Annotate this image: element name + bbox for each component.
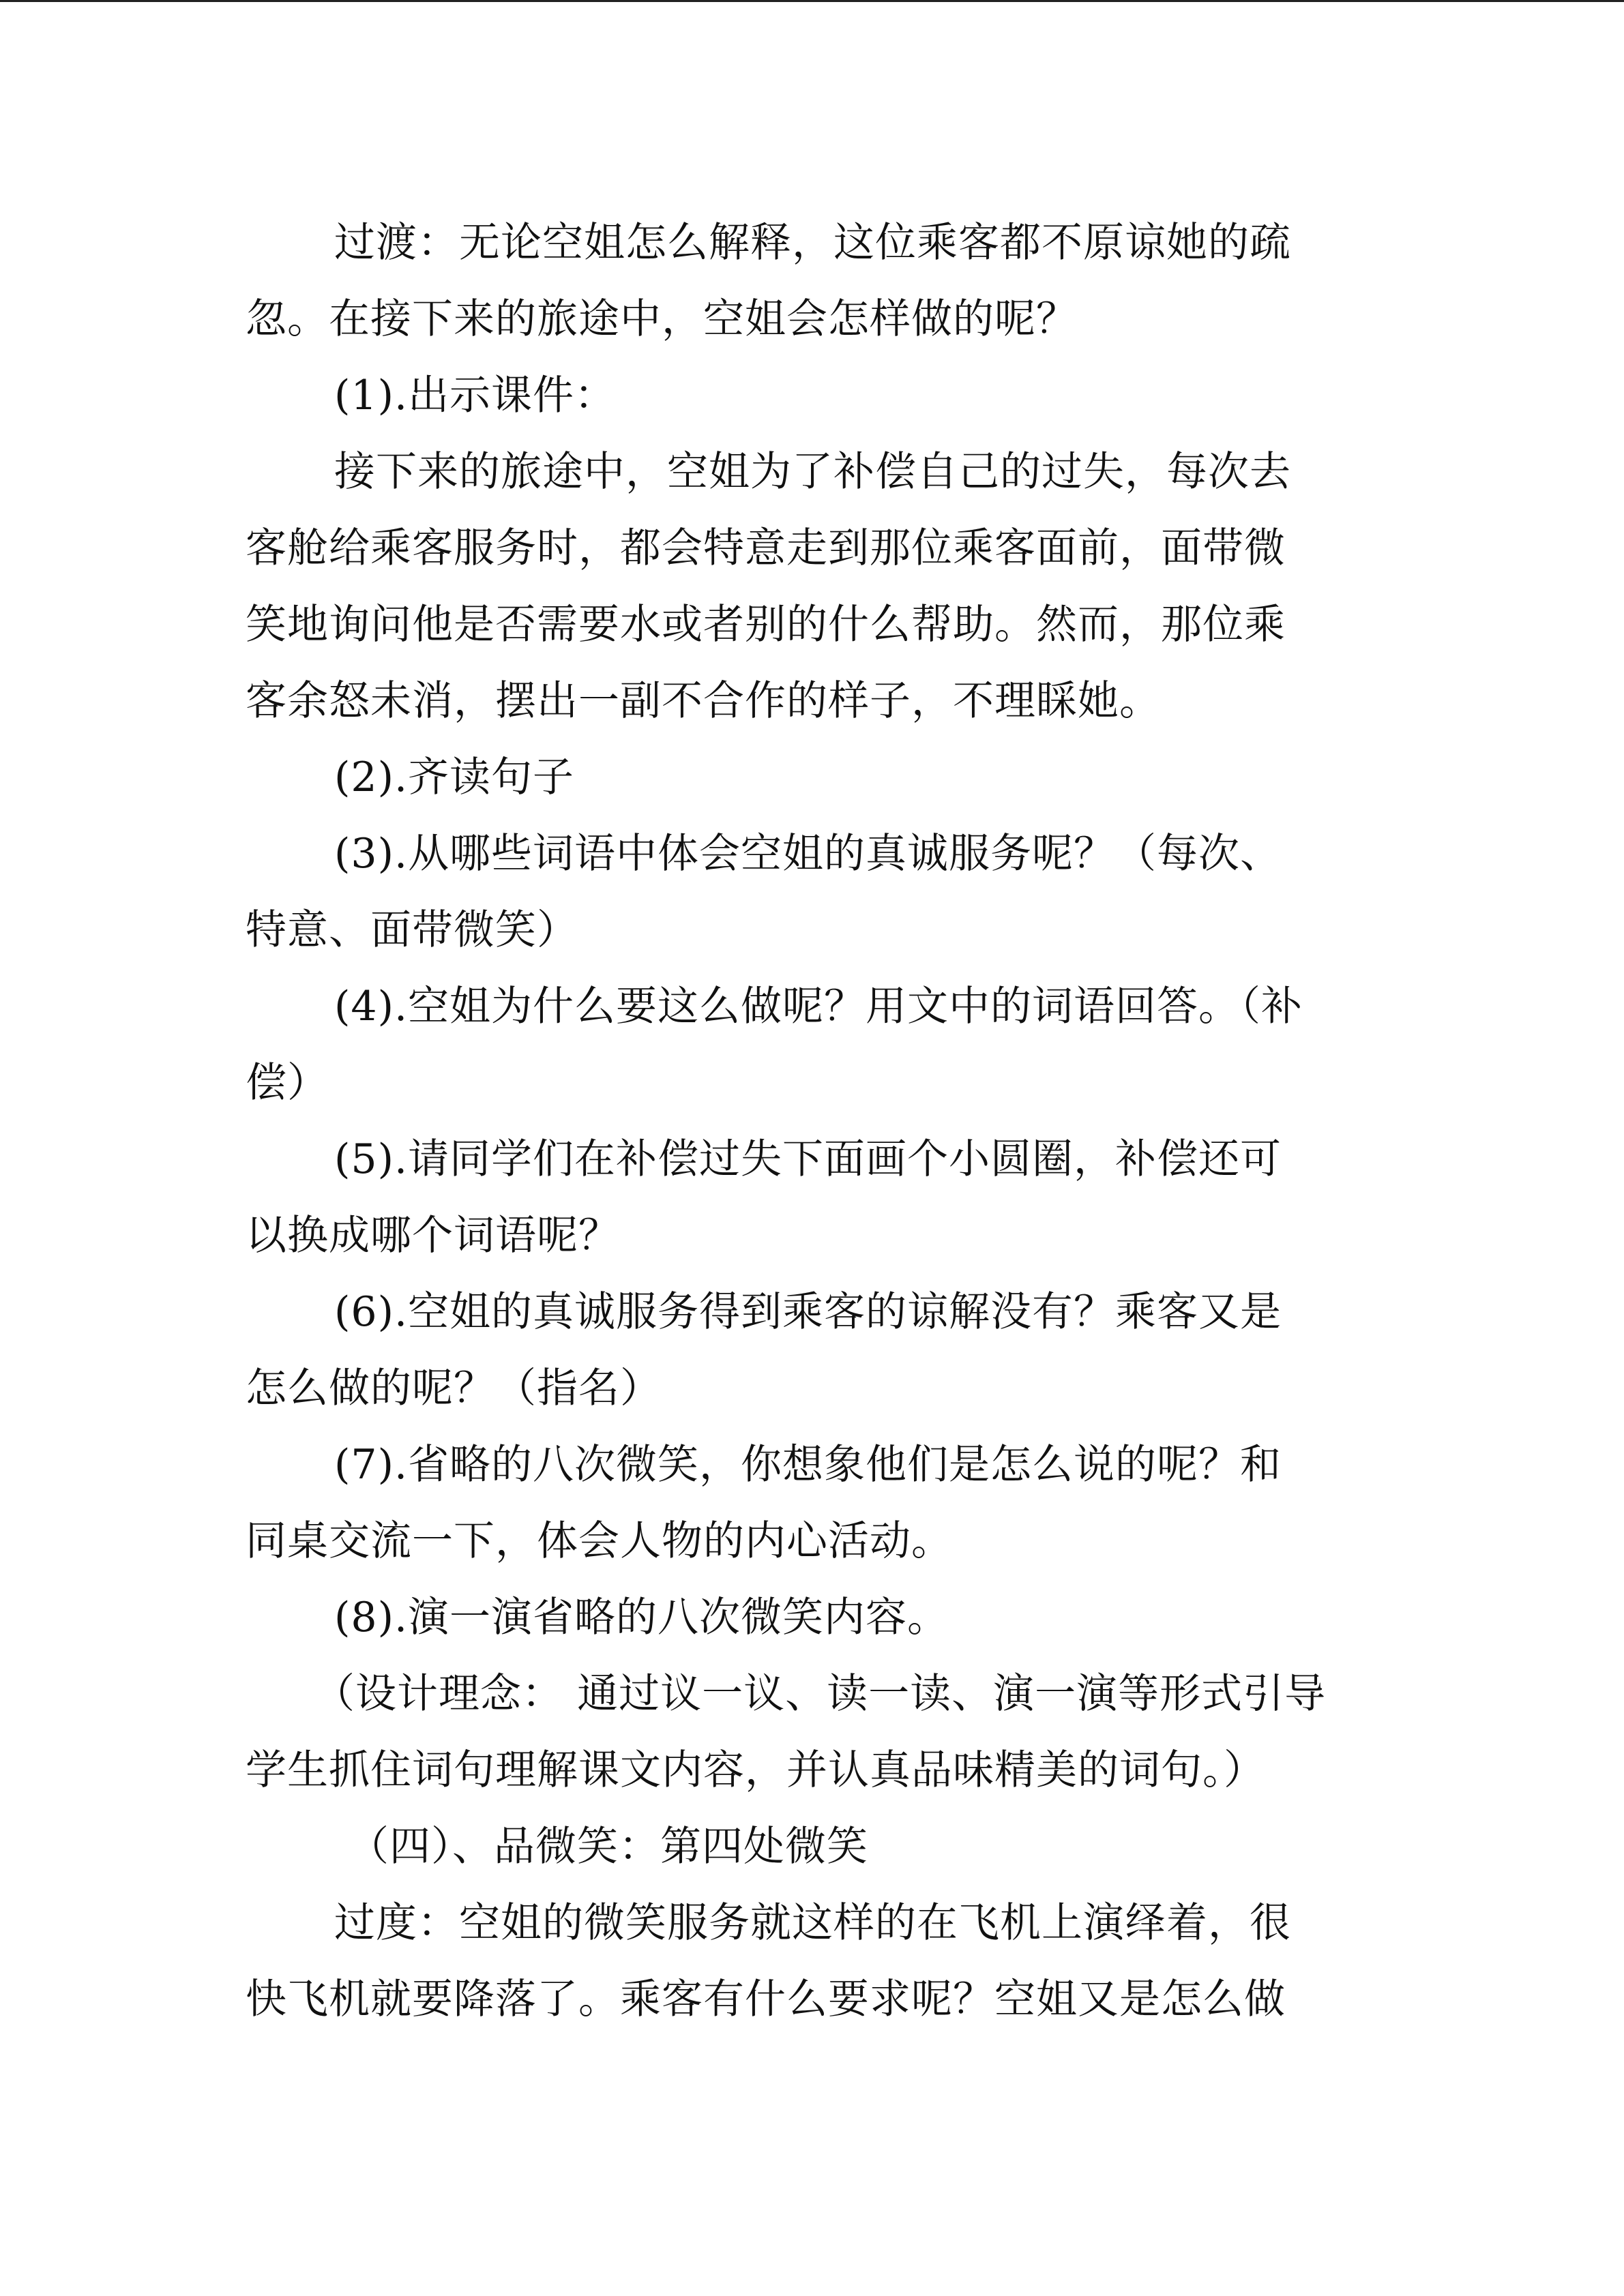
text-line: 特意、面带微笑） [246, 906, 578, 954]
text-line: （设计理念： 通过议一议、读一读、演一演等形式引导 [314, 1670, 1327, 1718]
text-line: 忽。在接下来的旅途中，空姐会怎样做的呢？ [246, 295, 1078, 343]
text-line: (7).省略的八次微笑，你想象他们是怎么说的呢？和 [334, 1441, 1282, 1489]
text-line: (5).请同学们在补偿过失下面画个小圆圈，补偿还可 [334, 1135, 1282, 1183]
text-line: （四）、品微笑：第四处微笑 [348, 1823, 868, 1870]
text-line: 过度：空姐的微笑服务就这样的在飞机上演绎着，很 [334, 1899, 1291, 1947]
text-line: (4).空姐为什么要这么做呢？用文中的词语回答。（补 [334, 983, 1303, 1030]
text-line: 学生抓住词句理解课文内容，并认真品味精美的词句。） [246, 1746, 1265, 1794]
text-line: 偿） [246, 1059, 329, 1107]
text-line: (2).齐读句子 [334, 754, 575, 801]
text-line: 接下来的旅途中，空姐为了补偿自己的过失，每次去 [334, 448, 1291, 496]
text-line: (3).从哪些词语中体会空姐的真诚服务呢？（每次、 [334, 830, 1282, 878]
text-line: 以换成哪个词语呢？ [246, 1212, 620, 1259]
text-line: 客余怒未消，摆出一副不合作的样子，不理睬她。 [246, 677, 1161, 725]
text-line: (8).演一演省略的八次微笑内容。 [334, 1594, 949, 1641]
text-line: 客舱给乘客服务时，都会特意走到那位乘客面前，面带微 [246, 524, 1286, 572]
text-line: 怎么做的呢？（指名） [246, 1365, 662, 1412]
text-line: (1).出示课件： [334, 372, 617, 419]
text-line: 快飞机就要降落了。乘客有什么要求呢？空姐又是怎么做 [246, 1976, 1286, 2023]
text-line: (6).空姐的真诚服务得到乘客的谅解没有？乘客又是 [334, 1288, 1282, 1336]
text-line: 笑地询问他是否需要水或者别的什么帮助。然而，那位乘 [246, 601, 1286, 648]
text-line: 过渡：无论空姐怎么解释，这位乘客都不原谅她的疏 [334, 219, 1291, 267]
text-line: 同桌交流一下，体会人物的内心活动。 [246, 1517, 953, 1565]
